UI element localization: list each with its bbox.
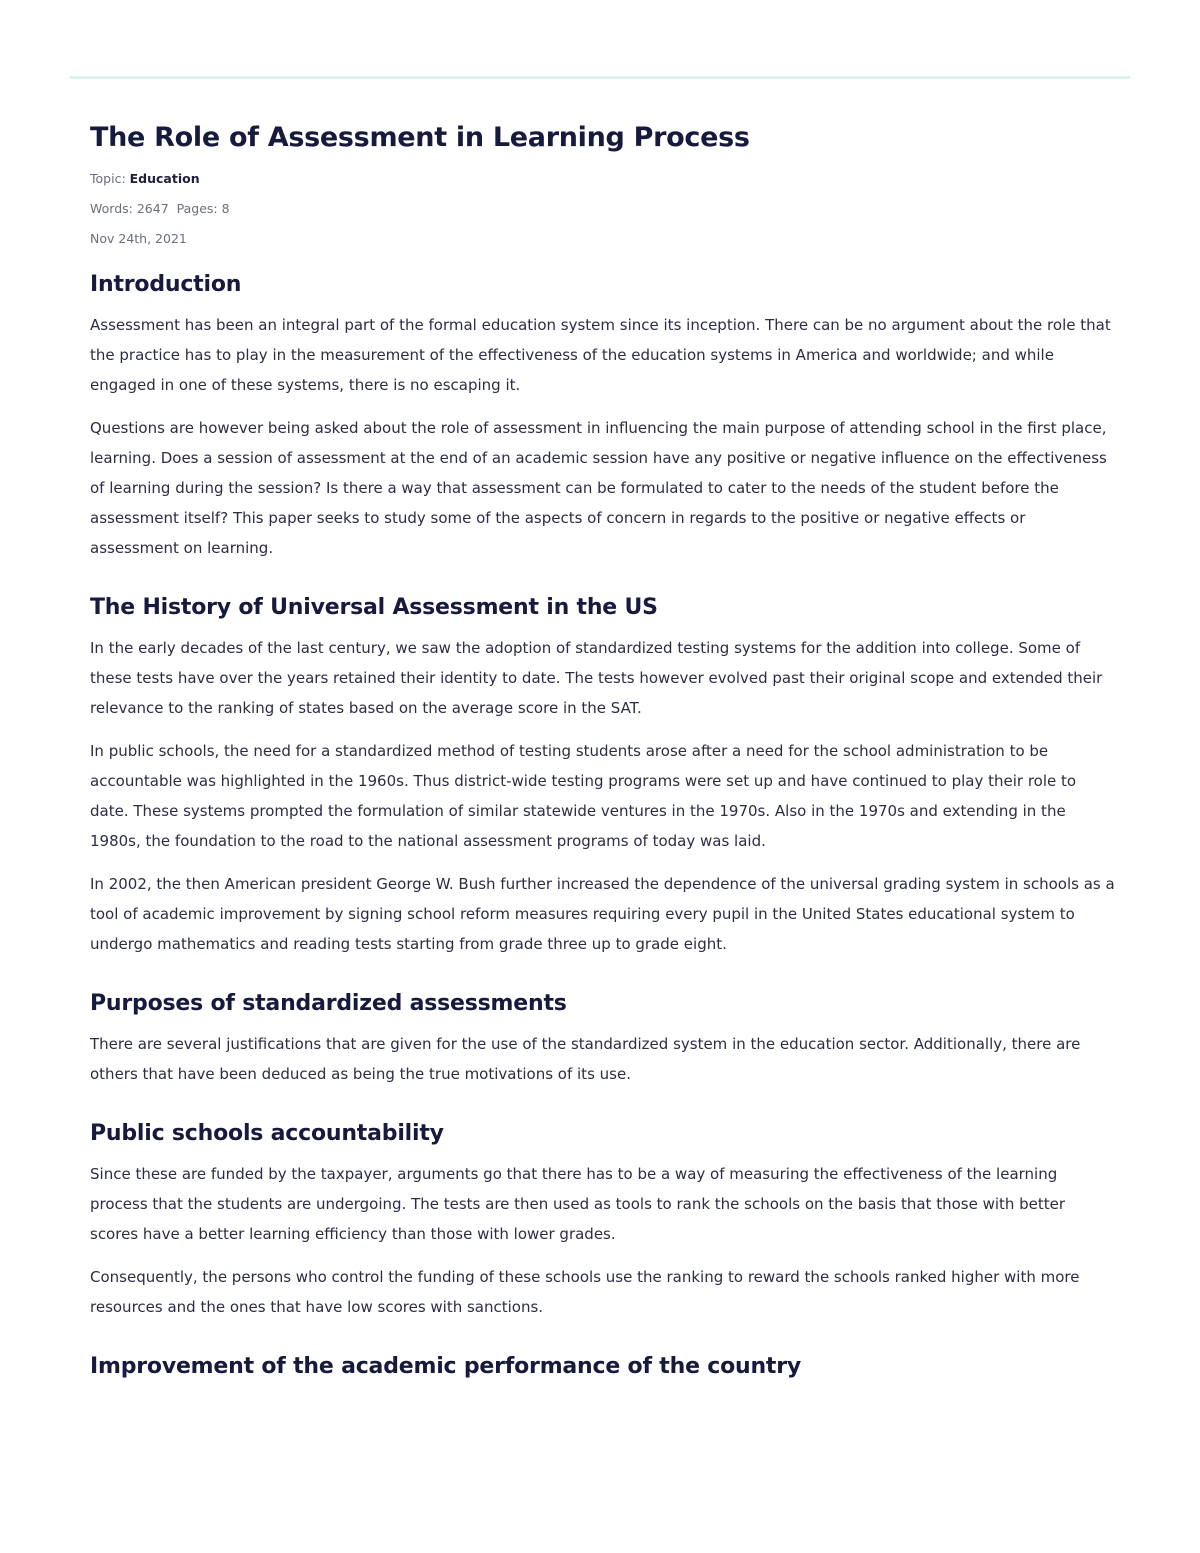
section-heading: Improvement of the academic performance of the country [90, 1354, 802, 1379]
section-purposes [90, 990, 1115, 1089]
paragraph: Assessment has been an integral part of the formal education system since its inception. There can be no argument about the role that the practice has to play in the measurement of the effectiveness of the education systems in America and worldwide; and while engaged in one of these systems, there is no escaping it. [90, 316, 1111, 394]
section-heading: The History of Universal Assessment in the US [90, 595, 658, 620]
top-divider [70, 76, 1130, 79]
topic-line [90, 171, 1115, 187]
section-heading: Introduction [90, 272, 242, 297]
section-improvement [90, 1353, 1115, 1381]
document-body [90, 120, 1115, 1381]
pages-label: Pages: [176, 201, 218, 216]
section-introduction [90, 271, 1115, 563]
paragraph: In the early decades of the last century, we saw the adoption of standardized testing systems for the addition into college. Some of these tests have over the years retained their identity to date. The tests however evolved past their original scope and extended their relevance to the ranking of states based on the average score in the SAT. [90, 639, 1103, 717]
words-value: 2647 [136, 201, 169, 216]
paragraph: Since these are funded by the taxpayer, arguments go that there has to be a way of measuring the effectiveness of the learning process that the students are undergoing. The tests are then used as tools to rank the schools on the basis that those with better scores have a better learning efficiency than those with lower grades. [90, 1165, 1066, 1243]
section-heading: Public schools accountability [90, 1121, 444, 1146]
section-heading: Purposes of standardized assessments [90, 991, 567, 1016]
paragraph: In 2002, the then American president George W. Bush further increased the dependence of the universal grading system in schools as a tool of academic improvement by signing school reform measures requiring every pupil in the United States educational system to undergo mathematics and reading tests starting from grade three up to grade eight. [90, 875, 1115, 953]
stats-line [90, 201, 1115, 217]
paragraph: Questions are however being asked about the role of assessment in influencing the main purpose of attending school in the first place, learning. Does a session of assessment at the end of an academic session have any positive or negative influence on the effectiveness of learning during the session? Is there a way that assessment can be formulated to cater to the needs of the student before the assessment itself? This paper seeks to study some of the aspects of concern in regards to the positive or negative effects or assessment on learning. [90, 419, 1107, 557]
date-line: Nov 24th, 2021 [90, 231, 187, 246]
paragraph: There are several justifications that are given for the use of the standardized system in the education sector. Additionally, there are others that have been deduced as being the true motivations of its use. [90, 1035, 1081, 1083]
topic-label: Topic: [90, 171, 126, 186]
paragraph: Consequently, the persons who control the funding of these schools use the ranking to reward the schools ranked higher with more resources and the ones that have low scores with sanctions. [90, 1268, 1080, 1316]
section-history [90, 594, 1115, 959]
paragraph: In public schools, the need for a standardized method of testing students arose after a need for the school administration to be accountable was highlighted in the 1960s. Thus district-wide testing programs were set up and have continued to play their role to date. These systems prompted the formulation of similar statewide ventures in the 1970s. Also in the 1970s and extending in the 1980s, the foundation to the road to the national assessment programs of today was laid. [90, 742, 1077, 850]
pages-value: 8 [221, 201, 230, 216]
words-label: Words: [90, 201, 133, 216]
topic-value: Education [129, 171, 200, 186]
document-title: The Role of Assessment in Learning Process [90, 122, 750, 153]
section-accountability [90, 1120, 1115, 1322]
